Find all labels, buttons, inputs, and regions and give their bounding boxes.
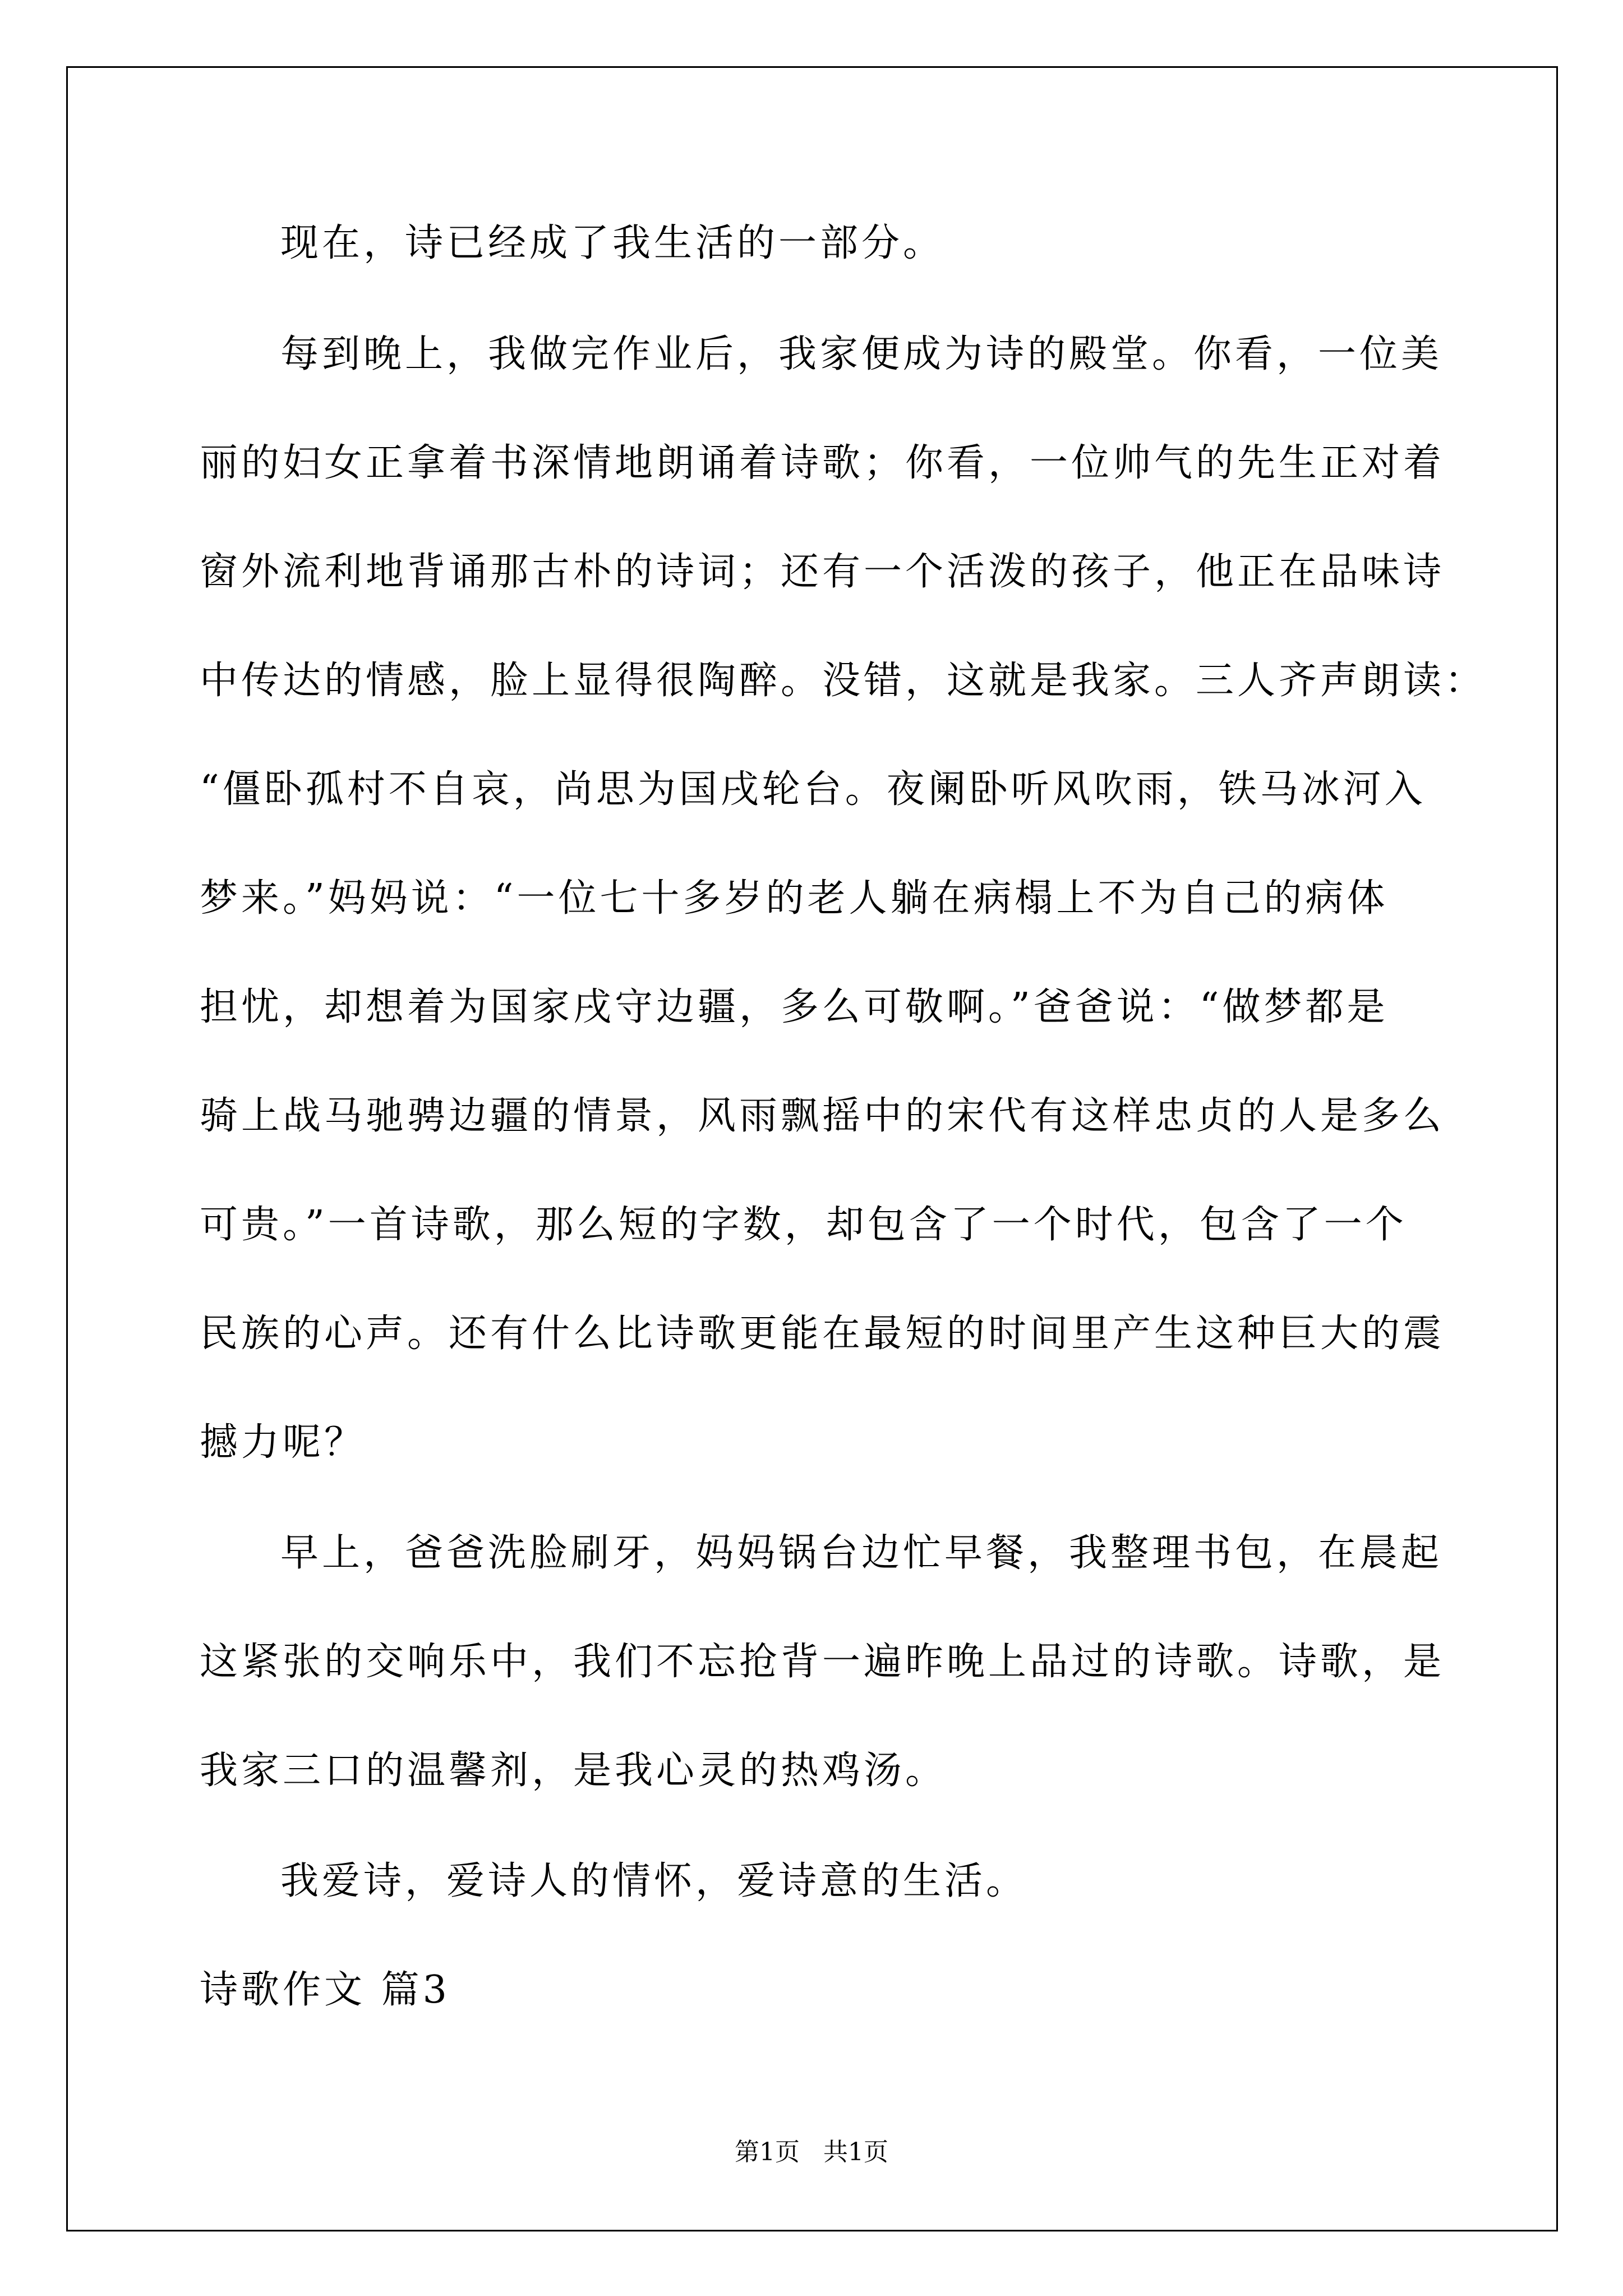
paragraph-2-line-5: “僵卧孤村不自哀，尚思为国戌轮台。夜阑卧听风吹雨，铁马冰河入 [200,767,1426,812]
paragraph-4-line-1: 我爱诗，爱诗人的情怀，爱诗意的生活。 [280,1859,1028,1903]
paragraph-2-line-1: 每到晚上，我做完作业后，我家便成为诗的殿堂。你看，一位美 [280,332,1443,376]
paragraph-2-line-3: 窗外流利地背诵那古朴的诗词；还有一个活泼的孩子，他正在品味诗 [200,550,1445,594]
page-border [66,66,1558,2231]
section-heading: 诗歌作文 篇3 [200,1968,450,2012]
page-footer: 第1页 共1页 [735,2138,888,2166]
paragraph-2-line-9: 可贵。”一首诗歌，那么短的字数，却包含了一个时代，包含了一个 [200,1203,1407,1247]
paragraph-2-line-8: 骑上战马驰骋边疆的情景，风雨飘摇中的宋代有这样忠贞的人是多么 [200,1094,1445,1138]
paragraph-3-line-2: 这紧张的交响乐中，我们不忘抢背一遍昨晚上品过的诗歌。诗歌，是 [200,1640,1445,1684]
paragraph-2-line-11: 撼力呢？ [200,1420,366,1465]
paragraph-1-line-1: 现在，诗已经成了我生活的一部分。 [280,221,945,265]
paragraph-3-line-1: 早上，爸爸洗脸刷牙，妈妈锅台边忙早餐，我整理书包，在晨起 [280,1531,1443,1575]
paragraph-2-line-4: 中传达的情感，脸上显得很陶醉。没错，这就是我家。三人齐声朗读： [200,659,1487,703]
paragraph-2-line-7: 担忧，却想着为国家戌守边疆，多么可敬啊。”爸爸说：“做梦都是 [200,985,1389,1029]
paragraph-2-line-6: 梦来。”妈妈说：“一位七十多岁的老人躺在病榻上不为自己的病体 [200,876,1389,921]
paragraph-2-line-10: 民族的心声。还有什么比诗歌更能在最短的时间里产生这种巨大的震 [200,1312,1445,1356]
paragraph-2-line-2: 丽的妇女正拿着书深情地朗诵着诗歌；你看，一位帅气的先生正对着 [200,441,1445,485]
paragraph-3-line-3: 我家三口的温馨剂，是我心灵的热鸡汤。 [200,1749,947,1793]
